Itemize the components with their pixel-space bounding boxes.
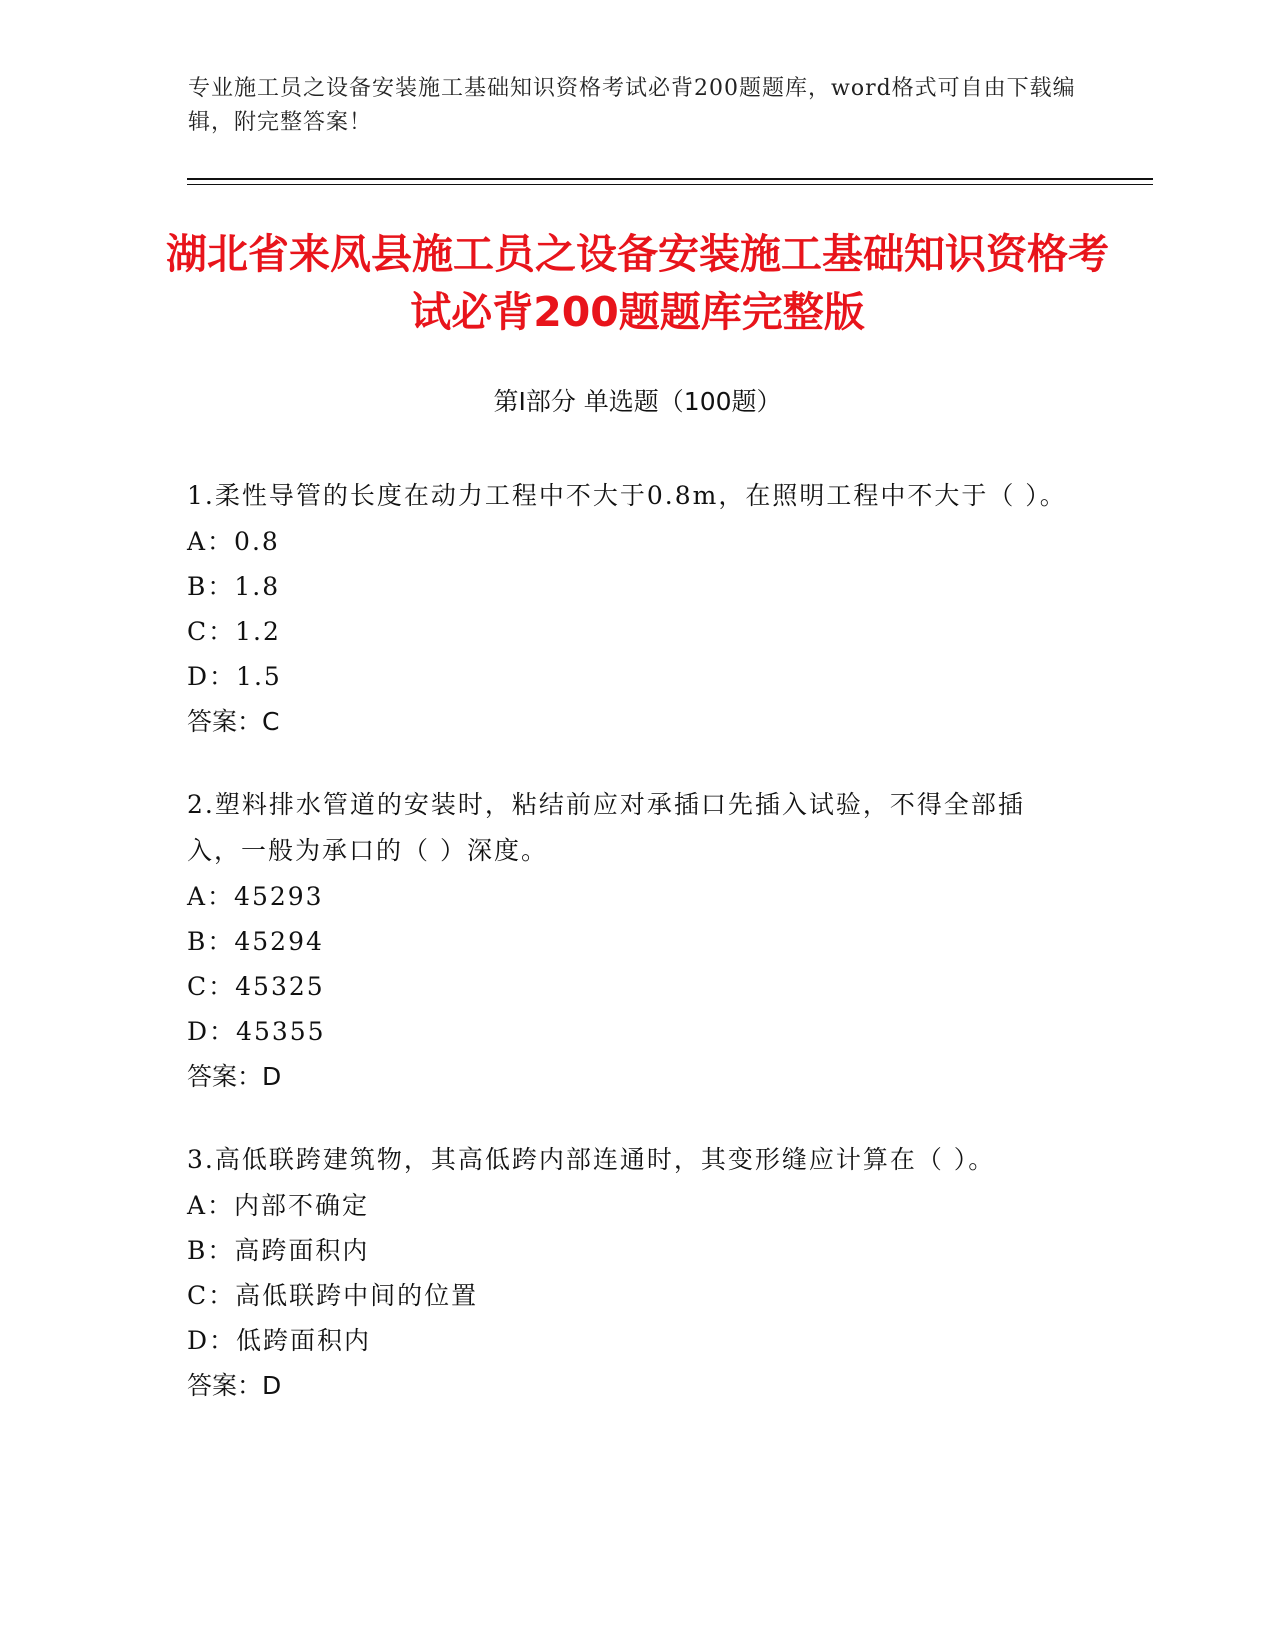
option-d: D：45355 (187, 1017, 326, 1046)
question-2 (187, 782, 1067, 1100)
option-a: A：45293 (187, 882, 324, 911)
question-3 (187, 1137, 1067, 1409)
question-stem: 1.柔性导管的长度在动力工程中不大于0.8m，在照明工程中不大于（ ）。 (187, 481, 1067, 510)
option-c: C：高低联跨中间的位置 (187, 1281, 479, 1310)
question-stem: 2.塑料排水管道的安装时，粘结前应对承插口先插入试验，不得全部插入，一般为承口的（ ）深度。 (187, 790, 1025, 865)
header-rule-thick (187, 178, 1153, 180)
question-stem: 3.高低联跨建筑物，其高低跨内部连通时，其变形缝应计算在（ ）。 (187, 1145, 996, 1174)
question-list (187, 473, 1067, 1446)
option-d: D：1.5 (187, 662, 282, 691)
document-title: 湖北省来凤县施工员之设备安装施工基础知识资格考试必背200题题库完整版 (166, 230, 1109, 336)
option-b: B：45294 (187, 927, 324, 956)
option-b: B：1.8 (187, 572, 281, 601)
section-heading: 第Ⅰ部分 单选题（100题） (493, 387, 782, 416)
option-c: C：1.2 (187, 617, 281, 646)
answer: 答案：C (187, 707, 280, 736)
option-a: A：0.8 (187, 527, 280, 556)
question-1 (187, 473, 1067, 745)
option-b: B：高跨面积内 (187, 1236, 370, 1265)
option-a: A：内部不确定 (187, 1191, 370, 1220)
header-note: 专业施工员之设备安装施工基础知识资格考试必背200题题库，word格式可自由下载编辑，附完整答案！ (188, 76, 1076, 135)
answer: 答案：D (187, 1062, 282, 1091)
answer: 答案：D (187, 1371, 282, 1400)
header-rule-thin (187, 184, 1153, 185)
option-d: D：低跨面积内 (187, 1326, 372, 1355)
option-c: C：45325 (187, 972, 325, 1001)
